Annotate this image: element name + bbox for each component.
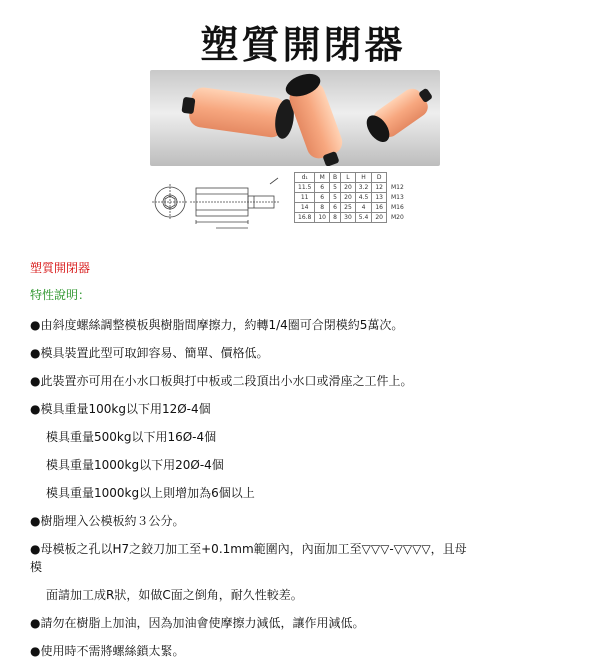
header-cell: L [341,173,356,183]
technical-drawing [150,170,290,236]
table-row [295,183,408,193]
table-cell: 3.2 [355,183,372,193]
table-cell: 5.4 [355,213,372,223]
feature-line: ●母模板之孔以H7之鉸刀加工至+0.1mm範圍內，內面加工至▽▽▽-▽▽▽▽，且母 [30,542,467,556]
table-cell: 11 [295,193,315,203]
table-cell: 8 [315,203,330,213]
header-cell: M [315,173,330,183]
table-cell: 16 [372,203,387,213]
table-cell: 30 [341,213,356,223]
table-cell: 11.5 [295,183,315,193]
section-title: 塑質開閉器 [30,261,91,275]
table-cell: 10 [315,213,330,223]
feature-line: 模具重量500kg以下用16Ø-4個 [46,430,217,444]
product-photo [150,70,440,166]
table-row [295,203,408,213]
table-cell: 4.5 [355,193,372,203]
table-row [295,193,408,203]
table-cell: 4 [355,203,372,213]
feature-line: ●模具裝置此型可取卸容易、簡單、價格低。 [30,346,269,360]
feature-line: ●此裝置亦可用在小水口板與打中板或二段頂出小水口或滑座之工件上。 [30,374,413,388]
feature-line: 模具重量1000kg以上則增加為6個以上 [46,486,255,500]
header-cell: D [372,173,387,183]
feature-line: 面請加工成R狀，如做C面之倒角，耐久性較差。 [46,588,303,602]
feature-line: ●樹脂埋入公模板約３公分。 [30,514,185,528]
model-label: M16 [390,204,404,211]
feature-line: ●請勿在樹脂上加油，因為加油會使摩擦力減低，讓作用減低。 [30,616,365,630]
feature-line: ●由斜度螺絲調整模板與樹脂間摩擦力，約轉1/4圈可合閉模約5萬次。 [30,318,404,332]
features-title: 特性說明： [30,288,91,302]
table-cell: 12 [372,183,387,193]
spec-table [294,172,408,223]
header-cell: B [330,173,341,183]
table-cell: 13 [372,193,387,203]
feature-line: ●使用時不需將螺絲鎖太緊。 [30,644,185,658]
table-cell: 20 [341,193,356,203]
feature-line: 模 [30,560,43,574]
table-cell: 20 [372,213,387,223]
table-cell: 16.8 [295,213,315,223]
spec-table-header [295,173,408,183]
feature-line: 模具重量1000kg以下用20Ø-4個 [46,458,224,472]
model-label: M13 [390,194,404,201]
table-cell: 20 [341,183,356,193]
table-cell: 5 [330,183,341,193]
header-cell: d₁ [295,173,315,183]
feature-line: ●模具重量100kg以下用12Ø-4個 [30,402,211,416]
model-label: M12 [390,184,404,191]
table-cell: 6 [315,183,330,193]
model-label: M20 [390,214,404,221]
table-cell: 14 [295,203,315,213]
table-cell: 25 [341,203,356,213]
table-cell: 5 [330,193,341,203]
header-cell: H [355,173,372,183]
table-cell: 6 [330,203,341,213]
table-row [295,213,408,223]
table-cell: 6 [315,193,330,203]
page-title: 塑質開閉器 [200,22,406,67]
table-cell: 8 [330,213,341,223]
